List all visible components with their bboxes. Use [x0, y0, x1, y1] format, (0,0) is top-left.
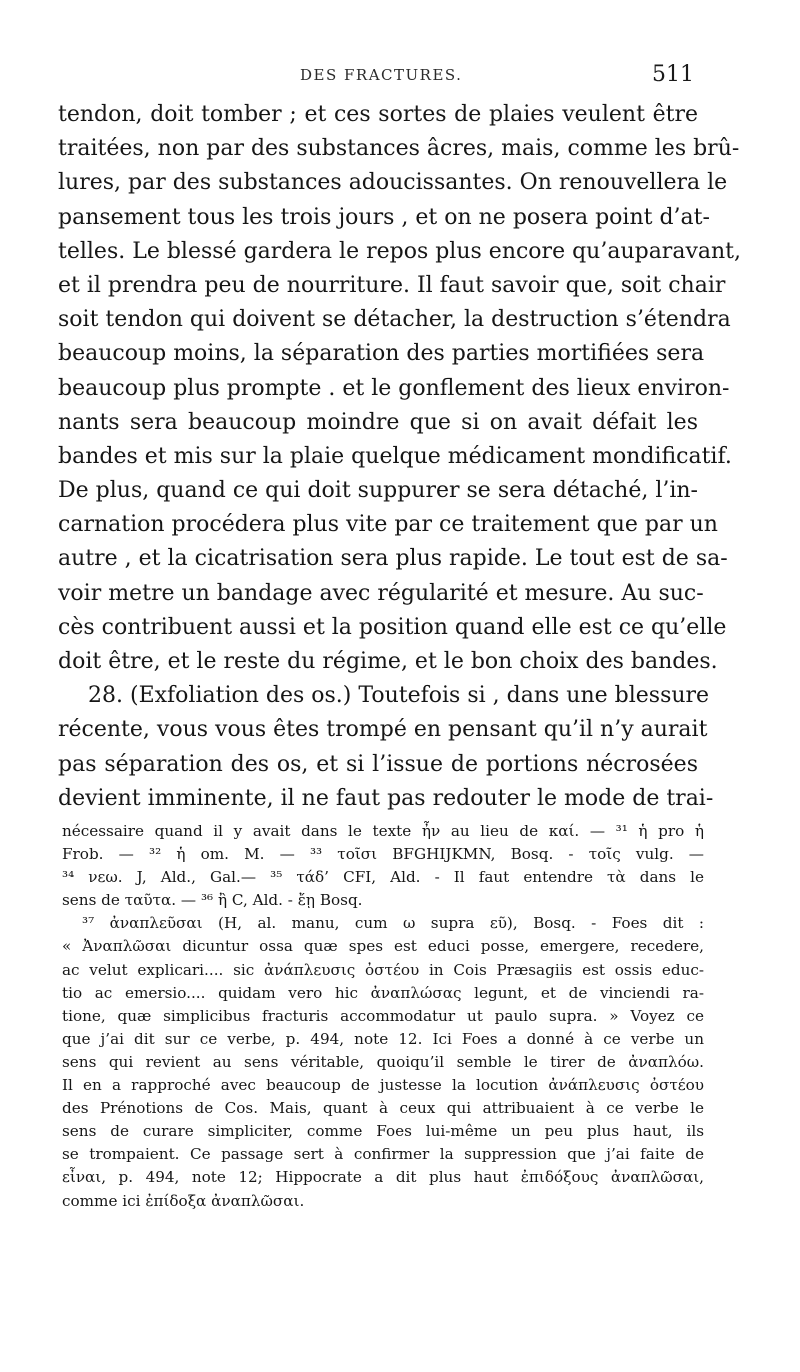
footnote-line: εἶναι, p. 494, note 12; Hippocrate a dit plus haut ἐπιδόξους ἀναπλῶσαι, [62, 1168, 704, 1187]
main-text-line: carnation procédera plus vite par ce traitement que par un [58, 512, 718, 538]
section-28-heading-line: 28. (Exfoliation des os.) Toutefois si , dans une blessure [88, 683, 710, 709]
main-text-line: pas séparation des os, et si l’issue de portions nécrosées [58, 751, 698, 777]
main-text-line: tendon, doit tomber ; et ces sortes de plaies veulent être [58, 102, 698, 127]
page-number: 511 [652, 62, 694, 87]
main-text-line: traitées, non par des substances âcres, mais, comme les brû- [58, 136, 740, 162]
main-text-line: beaucoup plus prompte . et le gonflement des lieux environ- [58, 375, 730, 401]
main-text-line: récente, vous vous êtes trompé en pensant qu’il n’y aurait [58, 717, 708, 743]
main-text-line: voir metre un bandage avec régularité et mesure. Au suc- [58, 580, 704, 606]
main-text-line: pansement tous les trois jours , et on ne posera point d’at- [58, 204, 710, 230]
main-text-line: soit tendon qui doivent se détacher, la destruction s’étendra [58, 307, 731, 333]
footnote-line: ³⁴ νεω. J, Ald., Gal.— ³⁵ τάδ’ CFI, Ald. - Il faut entendre τὰ dans le [62, 868, 704, 887]
footnote-line: que j’ai dit sur ce verbe, p. 494, note 12. Ici Foes a donné à ce verbe un [62, 1029, 704, 1048]
footnote-line: sens qui revient au sens véritable, quoiqu’il semble le tirer de ἀναπλόω. [62, 1052, 704, 1071]
main-text-line: autre , et la cicatrisation sera plus rapide. Le tout est de sa- [58, 546, 728, 572]
main-text-line: devient imminente, il ne faut pas redouter le mode de trai- [58, 785, 714, 811]
footnote-line: comme ici ἐπίδοξα ἀναπλῶσαι. [62, 1191, 305, 1210]
main-text [58, 98, 741, 816]
main-text-line: lures, par des substances adoucissantes. On renouvellera le [58, 170, 728, 196]
main-text-line: De plus, quand ce qui doit suppurer se sera détaché, l’in- [58, 478, 698, 504]
footnote-line: sens de ταῦτα. — ³⁶ ἢ C, Ald. - ἔῃ Bosq. [62, 891, 363, 910]
main-text-line: doit être, et le reste du régime, et le bon choix des bandes. [58, 649, 718, 674]
running-title: DES FRACTURES. [300, 66, 463, 84]
footnote-line: « Ἀναπλῶσαι dicuntur ossa quæ spes est educi posse, emergere, recedere, [62, 937, 704, 956]
footnote-line: Frob. — ³² ἡ om. M. — ³³ τοῖσι BFGHIJKMN, Bosq. - τοῖς vulg. — [62, 845, 704, 864]
main-text-line: et il prendra peu de nourriture. Il faut savoir que, soit chair [58, 272, 726, 298]
main-text-line: beaucoup moins, la séparation des parties mortifiées sera [58, 341, 705, 367]
footnote-line: des Prénotions de Cos. Mais, quant à ceux qui attribuaient à ce verbe le [62, 1099, 704, 1118]
footnote-37-line: ³⁷ ἀναπλεῦσαι (H, al. manu, cum ω supra εῦ), Bosq. - Foes dit : [82, 914, 704, 933]
footnotes [62, 820, 704, 1213]
main-text-line: nants sera beaucoup moindre que si on avait défait les [58, 409, 698, 435]
footnote-line: Il en a rapproché avec beaucoup de justesse la locution ἀνάπλευσις ὀστέου [62, 1076, 704, 1095]
main-text-line: bandes et mis sur la plaie quelque médicament mondificatif. [58, 443, 732, 469]
footnote-line: sens de curare simpliciter, comme Foes lui-même un peu plus haut, ils [62, 1122, 704, 1141]
footnote-line: nécessaire quand il y avait dans le texte ἦν au lieu de καί. — ³¹ ἡ pro ἡ [62, 822, 704, 840]
footnote-line: tio ac emersio.... quidam vero hic ἀναπλώσας legunt, et de vinciendi ra- [62, 983, 704, 1002]
footnote-line: tione, quæ simplicibus fracturis accommodatur ut paulo supra. » Voyez ce [62, 1006, 704, 1025]
footnote-line: se trompaient. Ce passage sert à confirmer la suppression que j’ai faite de [62, 1145, 704, 1164]
main-text-line: cès contribuent aussi et la position quand elle est ce qu’elle [58, 614, 727, 640]
main-text-line: telles. Le blessé gardera le repos plus encore qu’auparavant, [58, 238, 741, 264]
footnote-line: ac velut explicari.... sic ἀνάπλευσις ὀστέου in Cois Præsagiis est ossis educ- [62, 960, 704, 979]
